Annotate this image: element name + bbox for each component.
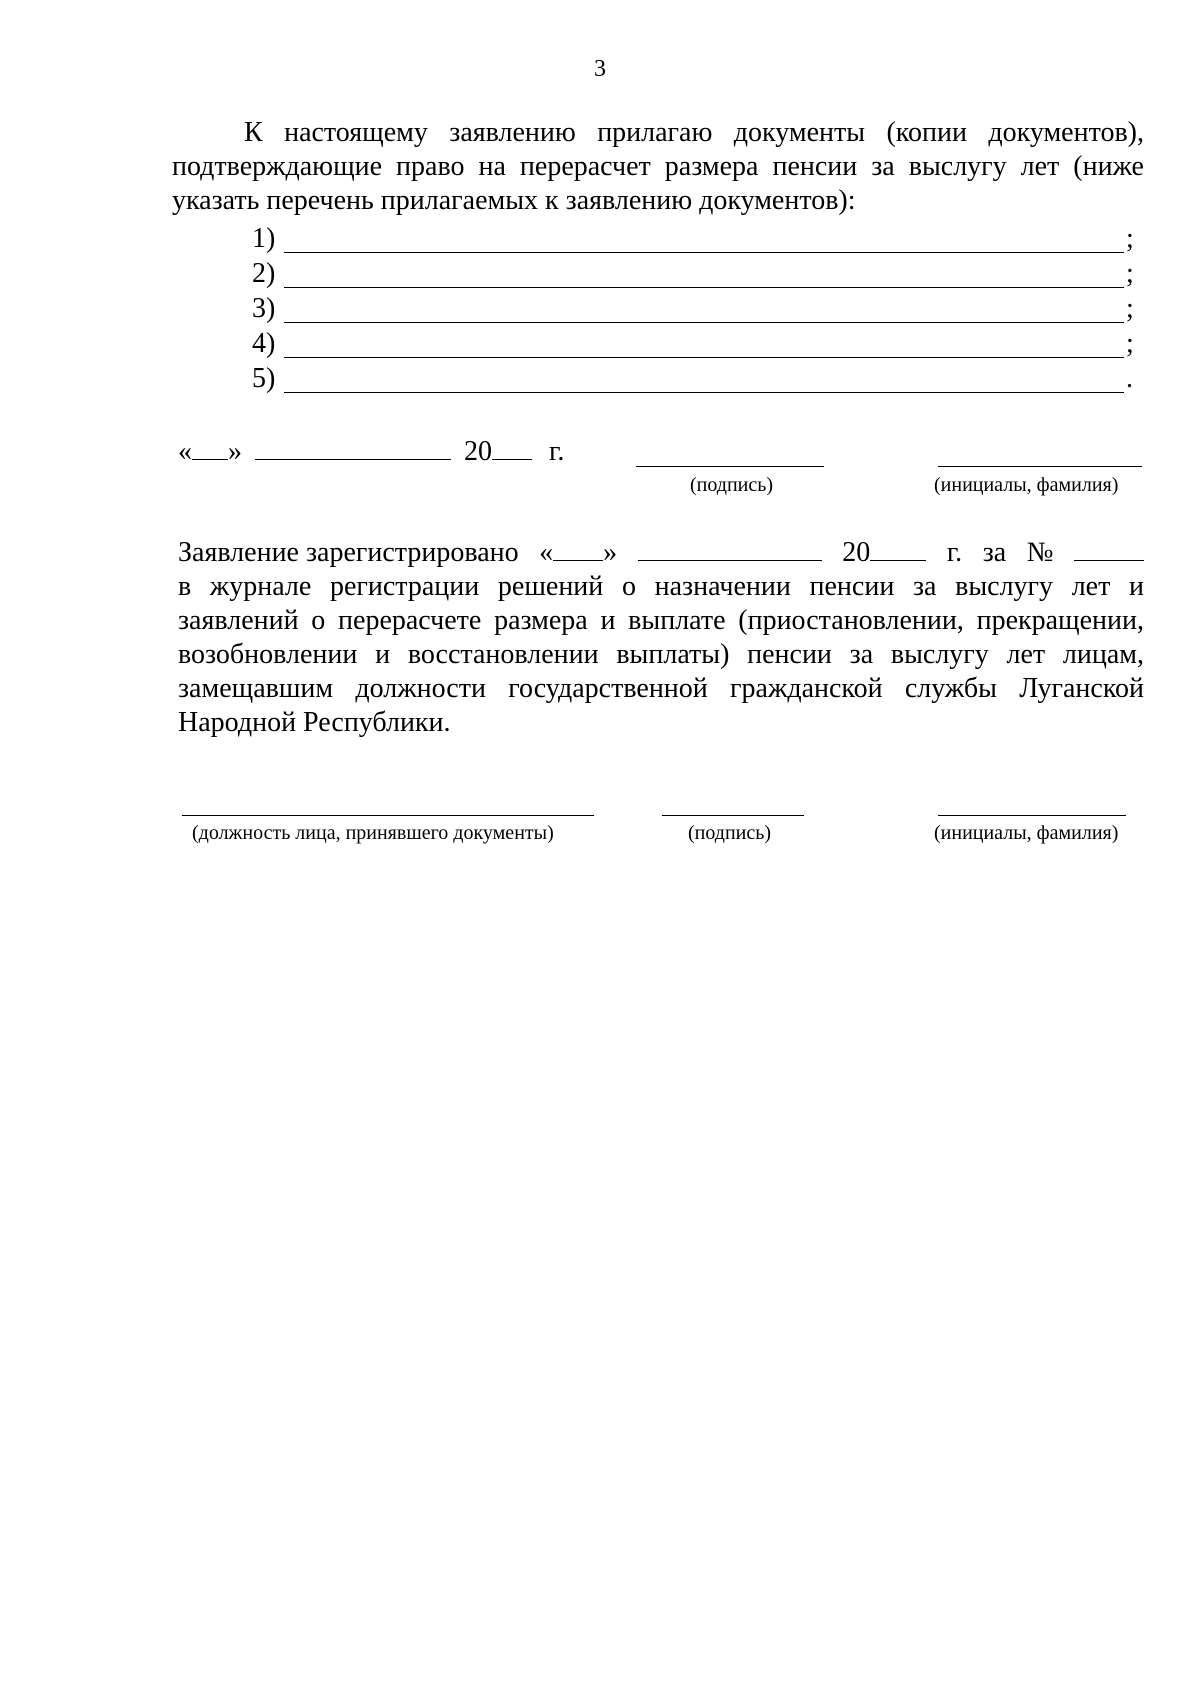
- documents-list: [252, 218, 1132, 393]
- document-item: [252, 253, 1132, 288]
- registration-close-quote: »: [603, 537, 618, 568]
- document-item-terminator: ;: [1126, 223, 1134, 254]
- document-item-blank[interactable]: [284, 228, 1124, 253]
- document-item-terminator: .: [1126, 363, 1133, 394]
- year-suffix: г.: [549, 436, 565, 467]
- registration-number-prefix: за: [982, 537, 1007, 568]
- document-item-number: 2): [252, 258, 276, 289]
- document-item-number: 5): [252, 363, 276, 394]
- registration-label: Заявление зарегистрировано: [178, 537, 519, 568]
- registration-first-line: [178, 536, 1144, 570]
- applicant-name-line[interactable]: [938, 466, 1142, 467]
- document-item: [252, 358, 1132, 393]
- registration-day-blank[interactable]: [553, 538, 603, 561]
- applicant-signature-line[interactable]: [636, 466, 824, 467]
- intro-paragraph: К настоящему заявлению прилагаю документы (копии документов), подтверждающие право на перерасчет размера пенсии за выслугу лет (ниже указать перечень прилагаемых к заявлению документов):: [172, 117, 1144, 216]
- registration-day: [539, 536, 617, 570]
- official-name-line[interactable]: [938, 815, 1126, 816]
- document-item-blank[interactable]: [284, 368, 1124, 393]
- document-item: [252, 323, 1132, 358]
- document-item: [252, 288, 1132, 323]
- document-item: [252, 218, 1132, 253]
- document-item-blank[interactable]: [284, 298, 1124, 323]
- registration-year-prefix: 20: [842, 537, 871, 568]
- year-prefix: 20: [464, 436, 492, 467]
- registration-month-blank[interactable]: [638, 538, 822, 561]
- document-item-terminator: ;: [1126, 258, 1134, 289]
- official-position-line[interactable]: [182, 815, 594, 816]
- registration-text: в журнале регистрации решений о назначении пенсии за выслугу лет и заявлений о перерасчете размера и выплате (приостановлении, прекращении, возобновлении и восстановлении выплаты) пенсии за выслугу лет лицам, замещавшим должности государственной гражданской службы Луганской Народной Республики.: [178, 571, 1144, 738]
- registration-year: [842, 536, 926, 570]
- registration-number-sign: №: [1026, 537, 1054, 568]
- document-item-number: 1): [252, 223, 276, 254]
- document-item-blank[interactable]: [284, 333, 1124, 358]
- application-date-row: [178, 436, 564, 468]
- day-blank[interactable]: [192, 437, 228, 460]
- applicant-name-caption: (инициалы, фамилия): [934, 474, 1119, 496]
- official-name-caption: (инициалы, фамилия): [934, 822, 1119, 844]
- applicant-signature-caption: (подпись): [690, 474, 774, 496]
- official-signature-line[interactable]: [662, 815, 804, 816]
- month-blank[interactable]: [255, 437, 451, 460]
- date-open-quote: «: [178, 436, 192, 467]
- official-signature-caption: (подпись): [688, 822, 772, 844]
- document-item-number: 4): [252, 328, 276, 359]
- registration-year-suffix: г.: [946, 537, 963, 568]
- official-position-caption: (должность лица, принявшего документы): [192, 822, 554, 844]
- registration-number-blank[interactable]: [1074, 538, 1144, 561]
- date-close-quote: »: [228, 436, 242, 467]
- registration-open-quote: «: [539, 537, 554, 568]
- document-item-number: 3): [252, 293, 276, 324]
- document-item-terminator: ;: [1126, 293, 1134, 324]
- registration-year-blank[interactable]: [870, 538, 926, 561]
- year-blank[interactable]: [492, 437, 532, 460]
- document-item-blank[interactable]: [284, 263, 1124, 288]
- document-item-terminator: ;: [1126, 328, 1134, 359]
- registration-block: [178, 536, 1144, 740]
- page-number: 3: [594, 56, 606, 82]
